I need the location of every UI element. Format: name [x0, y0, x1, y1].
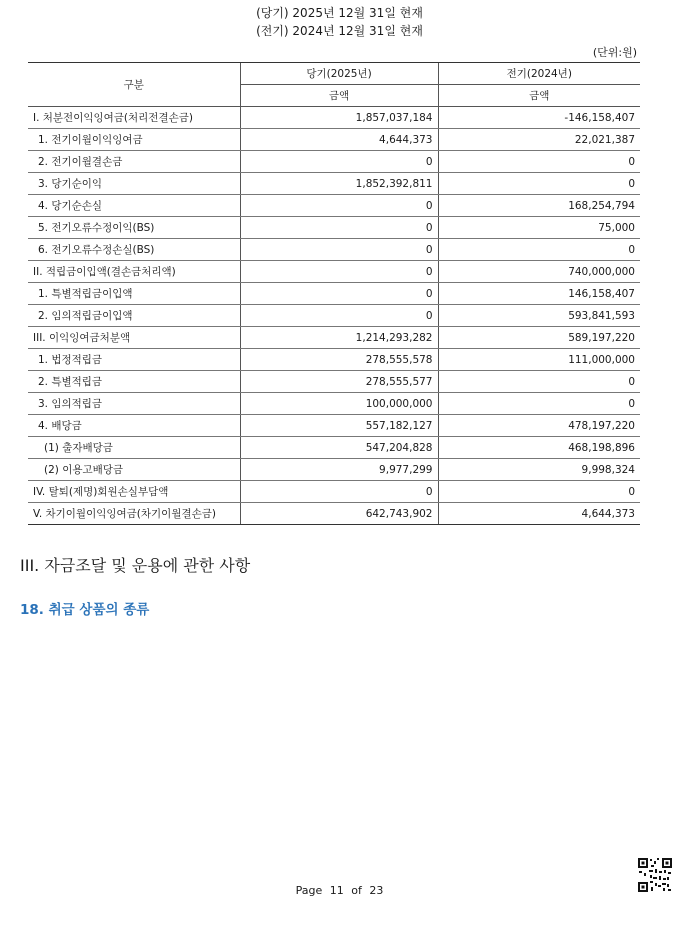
header-current-year: 당기(2025년) [240, 63, 438, 85]
row-label: 1. 특별적립금이입액 [28, 283, 240, 305]
row-label: (1) 출자배당금 [28, 437, 240, 459]
row-label: 2. 특별적립금 [28, 371, 240, 393]
row-current-amount: 0 [240, 217, 438, 239]
table-row [28, 195, 640, 217]
page-current: 11 [329, 884, 344, 897]
header-current-amount: 금액 [240, 85, 438, 107]
row-current-amount: 557,182,127 [240, 415, 438, 437]
table-row [28, 107, 640, 129]
row-current-amount: 0 [240, 261, 438, 283]
table-row [28, 349, 640, 371]
subsection-title: 18. 취급 상품의 종류 [20, 602, 150, 618]
row-current-amount: 642,743,902 [240, 503, 438, 525]
row-prior-amount: 0 [438, 239, 640, 261]
row-prior-amount: 22,021,387 [438, 129, 640, 151]
row-current-amount: 9,977,299 [240, 459, 438, 481]
row-label: 1. 법정적립금 [28, 349, 240, 371]
row-prior-amount: 4,644,373 [438, 503, 640, 525]
row-current-amount: 1,214,293,282 [240, 327, 438, 349]
row-current-amount: 0 [240, 305, 438, 327]
row-label: 2. 임의적립금이입액 [28, 305, 240, 327]
table-row [28, 217, 640, 239]
unit-label: (단위:원) [592, 46, 637, 59]
row-prior-amount: 589,197,220 [438, 327, 640, 349]
row-prior-amount: 0 [438, 151, 640, 173]
table-row [28, 239, 640, 261]
table-row [28, 327, 640, 349]
row-prior-amount: 111,000,000 [438, 349, 640, 371]
table-row [28, 393, 640, 415]
row-current-amount: 547,204,828 [240, 437, 438, 459]
table-row [28, 129, 640, 151]
row-prior-amount: 0 [438, 371, 640, 393]
page-of: of [351, 884, 362, 897]
current-period-line: (당기) 2025년 12월 31일 현재 [256, 6, 423, 20]
row-prior-amount: 9,998,324 [438, 459, 640, 481]
page-total: 23 [369, 884, 384, 897]
page-word: Page [295, 884, 323, 897]
row-prior-amount: 468,198,896 [438, 437, 640, 459]
table-row [28, 415, 640, 437]
row-prior-amount: 478,197,220 [438, 415, 640, 437]
row-label: 3. 당기순이익 [28, 173, 240, 195]
row-label: 2. 전기이월결손금 [28, 151, 240, 173]
header-prior-amount: 금액 [438, 85, 640, 107]
row-current-amount: 0 [240, 239, 438, 261]
row-current-amount: 1,857,037,184 [240, 107, 438, 129]
row-current-amount: 0 [240, 283, 438, 305]
table-row [28, 503, 640, 525]
row-label: IV. 탈퇴(제명)회원손실부담액 [28, 481, 240, 503]
row-current-amount: 4,644,373 [240, 129, 438, 151]
row-prior-amount: 0 [438, 393, 640, 415]
table-row [28, 371, 640, 393]
table-row [28, 283, 640, 305]
table-row [28, 305, 640, 327]
row-current-amount: 0 [240, 195, 438, 217]
table-row [28, 261, 640, 283]
row-prior-amount: 0 [438, 173, 640, 195]
table-body [28, 107, 640, 525]
row-prior-amount: 593,841,593 [438, 305, 640, 327]
row-label: 1. 전기이월이익잉여금 [28, 129, 240, 151]
retained-earnings-table [28, 62, 640, 525]
table-row [28, 151, 640, 173]
row-label: II. 적립금이입액(결손금처리액) [28, 261, 240, 283]
row-current-amount: 0 [240, 151, 438, 173]
row-prior-amount: 740,000,000 [438, 261, 640, 283]
header-category: 구분 [28, 63, 240, 107]
row-prior-amount: -146,158,407 [438, 107, 640, 129]
section-title: III. 자금조달 및 운용에 관한 사항 [20, 556, 251, 575]
row-prior-amount: 0 [438, 481, 640, 503]
prior-period-line: (전기) 2024년 12월 31일 현재 [256, 24, 423, 38]
row-label: 4. 배당금 [28, 415, 240, 437]
table-row [28, 459, 640, 481]
page-indicator [0, 884, 679, 897]
row-label: 6. 전기오류수정손실(BS) [28, 239, 240, 261]
row-prior-amount: 75,000 [438, 217, 640, 239]
table-row [28, 173, 640, 195]
row-current-amount: 278,555,578 [240, 349, 438, 371]
row-label: 5. 전기오류수정이익(BS) [28, 217, 240, 239]
row-label: (2) 이용고배당금 [28, 459, 240, 481]
row-label: I. 처분전이익잉여금(처리전결손금) [28, 107, 240, 129]
row-current-amount: 100,000,000 [240, 393, 438, 415]
header-prior-year: 전기(2024년) [438, 63, 640, 85]
row-current-amount: 1,852,392,811 [240, 173, 438, 195]
row-current-amount: 278,555,577 [240, 371, 438, 393]
row-label: 4. 당기순손실 [28, 195, 240, 217]
table-row [28, 481, 640, 503]
row-label: V. 차기이월이익잉여금(차기이월결손금) [28, 503, 240, 525]
row-prior-amount: 168,254,794 [438, 195, 640, 217]
row-prior-amount: 146,158,407 [438, 283, 640, 305]
qr-code-icon [637, 857, 673, 893]
row-label: III. 이익잉여금처분액 [28, 327, 240, 349]
row-label: 3. 임의적립금 [28, 393, 240, 415]
row-current-amount: 0 [240, 481, 438, 503]
table-row [28, 437, 640, 459]
